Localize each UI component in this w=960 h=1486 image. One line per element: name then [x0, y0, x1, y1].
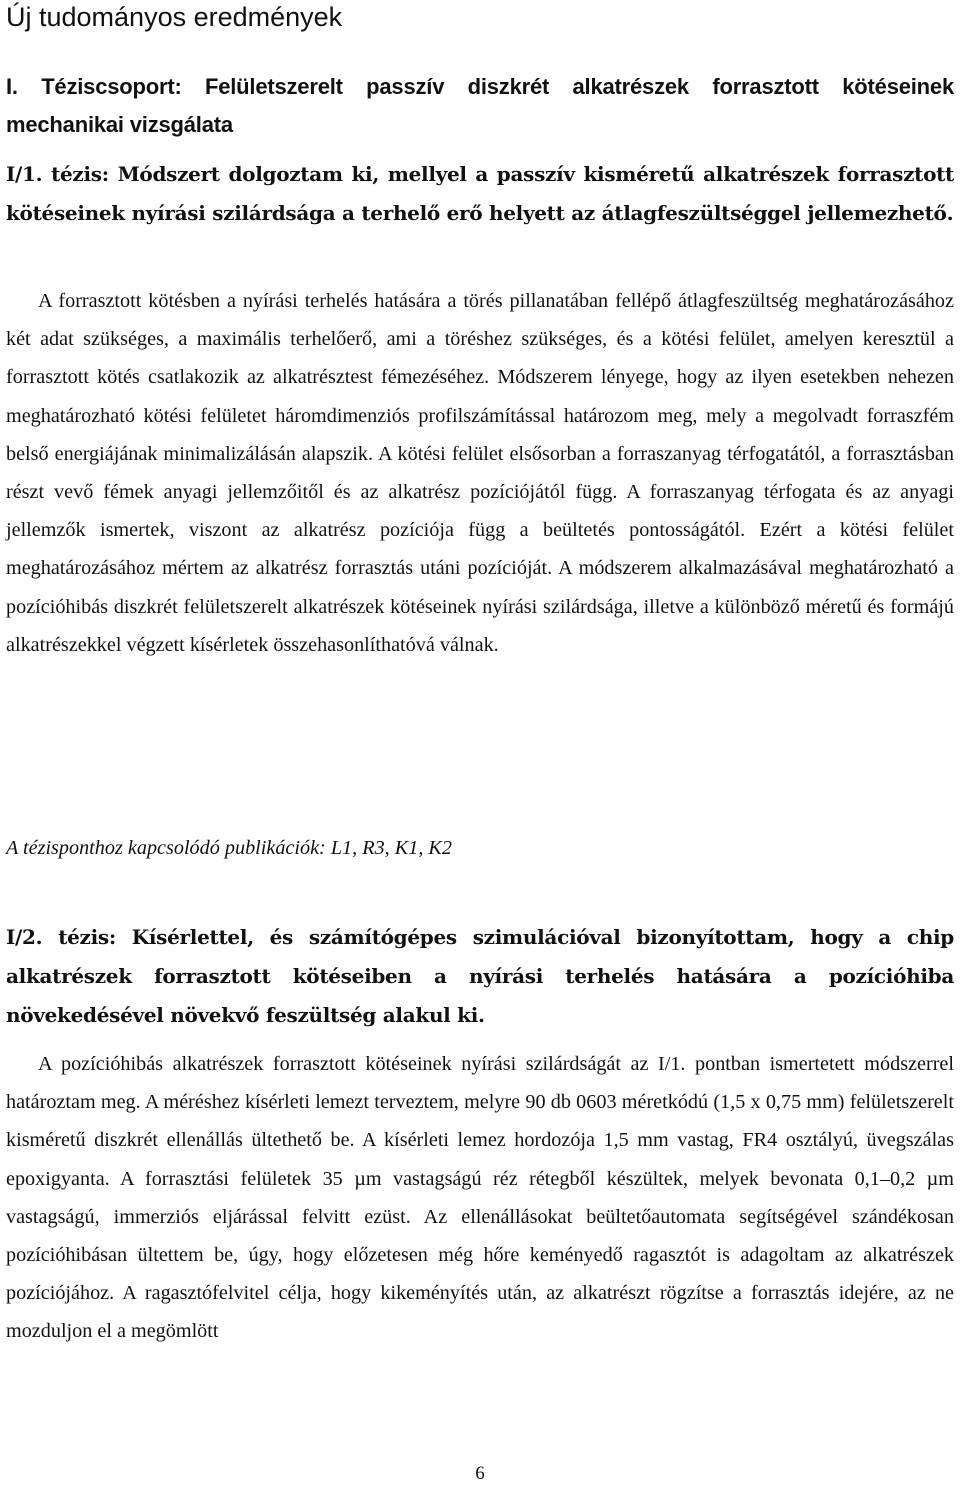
thesis-2-statement: I/2. tézis: Kísérlettel, és számítógépes szimulációval bizonyítottam, hogy a chip alkatrészek forrasztott kötéseiben a nyírási terhelés hatására a pozícióhiba növekedésével növekvő feszültség alakul ki.: [6, 925, 954, 1027]
page-number: 6: [475, 1463, 485, 1484]
thesis-1-statement: I/1. tézis: Módszert dolgoztam ki, mellyel a passzív kisméretű alkatrészek forrasztott kötéseinek nyírási szilárdsága a terhelő erő helyett az átlagfeszültséggel jellemezhető.: [6, 162, 954, 225]
page-title: Új tudományos eredmények: [6, 2, 343, 32]
thesis-1-body: A forrasztott kötésben a nyírási terhelés hatására a törés pillanatában fellépő átlagfeszültség meghatározásához két adat szükséges, a maximális terhelőerő, ami a töréshez szükséges, és a kötési felület, amelyen keresztül a forrasztott kötés csatlakozik az alkatrésztest fémezéséhez. Módszerem lényege, hogy az ilyen esetekben nehezen meghatározható kötési felületet háromdimenziós profilszámítással határozom meg, mely a megolvadt forraszfém belső energiájának minimalizálásán alapszik. A kötési felület elsősorban a forraszanyag térfogatától, a forrasztásban részt vevő fémek anyagi jellemzőitől és az alkatrész pozíciójától függ. A forraszanyag térfogata és az anyagi jellemzők ismertek, viszont az alkatrész pozíciója függ a beültetés pontosságától. Ezért a kötési felület meghatározásához mértem az alkatrész forrasztás utáni pozícióját. A módszerem alkalmazásával meghatározható a pozícióhibás diszkrét felületszerelt alkatrészek kötéseinek nyírási szilárdsága, illetve a különböző méretű és formájú alkatrészekkel végzett kísérletek összehasonlíthatóvá válnak.: [6, 290, 954, 656]
thesis-group-heading: I. Téziscsoport: Felületszerelt passzív diszkrét alkatrészek forrasztott kötéseinek mechanikai vizsgálata: [6, 74, 954, 137]
thesis-1-publications: A tézisponthoz kapcsolódó publikációk: L1, R3, K1, K2: [6, 837, 452, 859]
thesis-2-body: A pozícióhibás alkatrészek forrasztott kötéseinek nyírási szilárdságát az I/1. pontban ismertetett módszerrel határoztam meg. A méréshez kísérleti lemezt terveztem, melyre 90 db 0603 méretkódú (1,5 x 0,75 mm) felületszerelt kisméretű diszkrét ellenállás ültethető be. A kísérleti lemez hordozója 1,5 mm vastag, FR4 osztályú, üvegszálas epoxigyanta. A forrasztási felületek 35 µm vastagságú réz rétegből készültek, melyek bevonata 0,1–0,2 µm vastagságú, immerziós eljárással felvitt ezüst. Az ellenállásokat beültetőautomata segítségével szándékosan pozícióhibásan ültettem be, úgy, hogy előzetesen még hőre keményedő ragasztót is adagoltam az alkatrészek pozíciójához. A ragasztófelvitel célja, hogy kikeményítés után, az alkatrészt rögzítse a forrasztás idejére, az ne mozduljon el a megömlött: [6, 1053, 954, 1343]
